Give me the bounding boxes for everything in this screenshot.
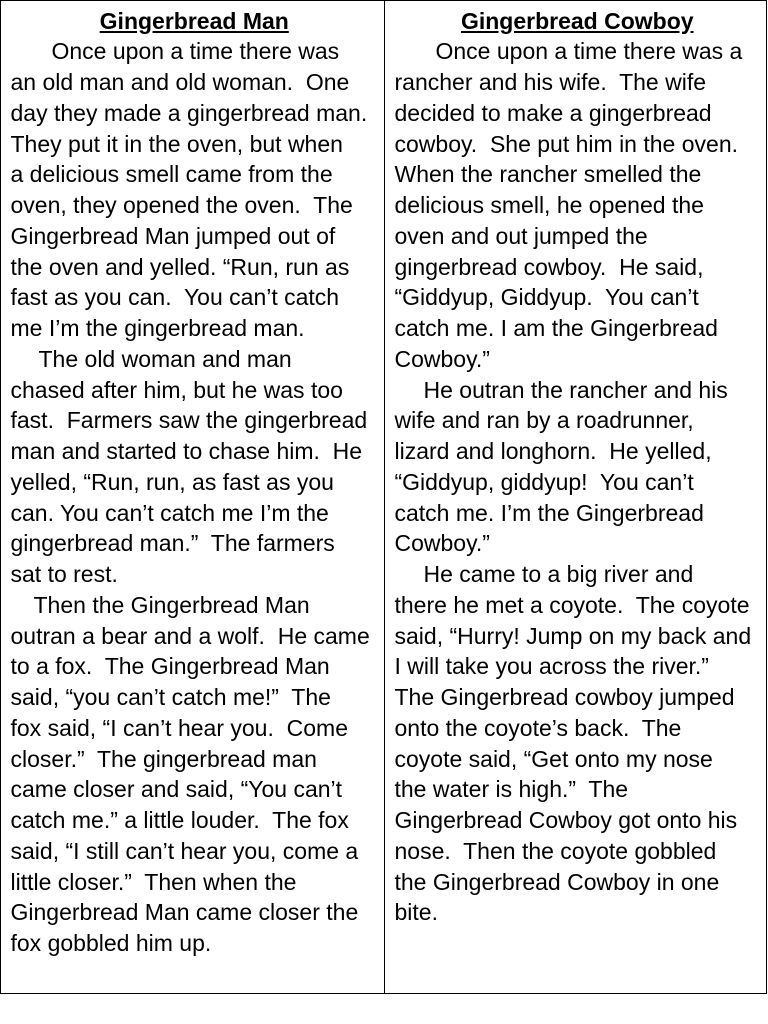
text-line: cowboy. She put him in the oven. <box>394 130 738 157</box>
text-line: catch me.” a little louder. The fox <box>10 807 349 833</box>
text-line: said, “you can’t catch me!” The <box>10 684 331 710</box>
text-line: the oven and yelled. “Run, run as <box>10 253 350 280</box>
text-line: the Gingerbread Cowboy in one <box>394 868 720 895</box>
text-line: the water is high.” The <box>394 776 629 803</box>
text-line: onto the coyote’s back. The <box>394 714 682 741</box>
text-line: yelled, “Run, run, as fast as you <box>10 468 334 495</box>
text-line: me I’m the gingerbread man. <box>10 315 305 341</box>
text-line: can. You can’t catch me I’m the <box>10 499 329 526</box>
text-line: Then the Gingerbread Man <box>33 591 310 618</box>
text-line: there he met a coyote. The coyote <box>394 591 750 618</box>
text-line: The Gingerbread cowboy jumped <box>394 684 735 710</box>
text-line: Gingerbread Man jumped out of <box>10 222 336 249</box>
text-line: outran a bear and a wolf. He came <box>10 622 370 649</box>
text-line: bite. <box>394 899 438 926</box>
paragraph <box>11 344 379 590</box>
text-line: catch me. I am the Gingerbread <box>394 315 718 341</box>
paragraph <box>395 559 761 928</box>
text-line: catch me. I’m the Gingerbread <box>394 499 704 526</box>
gingerbread-cowboy-column <box>385 1 766 993</box>
text-line: man and started to chase him. He <box>10 438 363 464</box>
text-line: decided to make a gingerbread <box>394 99 712 126</box>
text-line: oven, they opened the oven. The <box>10 192 353 218</box>
text-line: oven and out jumped the <box>394 222 648 249</box>
text-line: When the rancher smelled the <box>394 161 702 188</box>
text-line: Cowboy.” <box>394 345 490 372</box>
text-line: “Giddyup, giddyup! You can’t <box>394 468 694 495</box>
text-line: He outran the rancher and his <box>423 376 728 403</box>
text-line: a delicious smell came from the <box>10 161 333 188</box>
text-line: delicious smell, he opened the <box>394 192 704 218</box>
text-line: fast. Farmers saw the gingerbread <box>10 407 368 434</box>
text-line: said, “Hurry! Jump on my back and <box>394 622 752 649</box>
text-line: The old woman and man <box>38 345 292 372</box>
text-line: chased after him, but he was too <box>10 376 343 403</box>
text-line: coyote said, “Get onto my nose <box>394 745 713 772</box>
text-line: closer.” The gingerbread man <box>10 745 317 772</box>
text-line: fox gobbled him up. <box>10 930 212 956</box>
text-line: “Giddyup, Giddyup. You can’t <box>394 284 699 311</box>
text-line: sat to rest. <box>10 561 118 587</box>
text-line: to a fox. The Gingerbread Man <box>10 653 330 680</box>
text-line: fast as you can. You can’t catch <box>10 284 340 311</box>
text-line: said, “I still can’t hear you, come a <box>10 837 359 864</box>
paragraph <box>11 36 379 344</box>
text-line: an old man and old woman. One <box>10 69 350 95</box>
text-line: Once upon a time there was a <box>435 38 743 65</box>
text-line: gingerbread man.” The farmers <box>10 530 335 557</box>
column-title: Gingerbread Cowboy <box>460 7 694 34</box>
text-line: nose. Then the coyote gobbled <box>394 837 717 864</box>
text-line: Gingerbread Cowboy got onto his <box>394 807 738 833</box>
text-line: wife and ran by a roadrunner, <box>394 407 694 434</box>
gingerbread-man-column <box>1 1 385 993</box>
text-line: day they made a gingerbread man. <box>10 99 368 126</box>
text-line: Gingerbread Man came closer the <box>10 899 359 926</box>
paragraph <box>11 590 379 959</box>
text-line: rancher and his wife. The wife <box>394 69 707 95</box>
text-line: lizard and longhorn. He yelled, <box>394 438 712 464</box>
text-line: He came to a big river and <box>423 561 694 587</box>
text-line: Cowboy.” <box>394 530 490 557</box>
text-line: came closer and said, “You can’t <box>10 776 343 803</box>
text-line: little closer.” Then when the <box>10 868 297 895</box>
text-line: fox said, “I can’t hear you. Come <box>10 714 348 741</box>
paragraph <box>395 36 761 374</box>
text-line: I will take you across the river.” <box>394 653 709 680</box>
paragraph <box>395 375 761 560</box>
text-line: gingerbread cowboy. He said, <box>394 253 704 280</box>
text-line: Once upon a time there was <box>51 38 340 65</box>
text-line: They put it in the oven, but when <box>10 130 343 157</box>
column-title: Gingerbread Man <box>99 7 289 34</box>
